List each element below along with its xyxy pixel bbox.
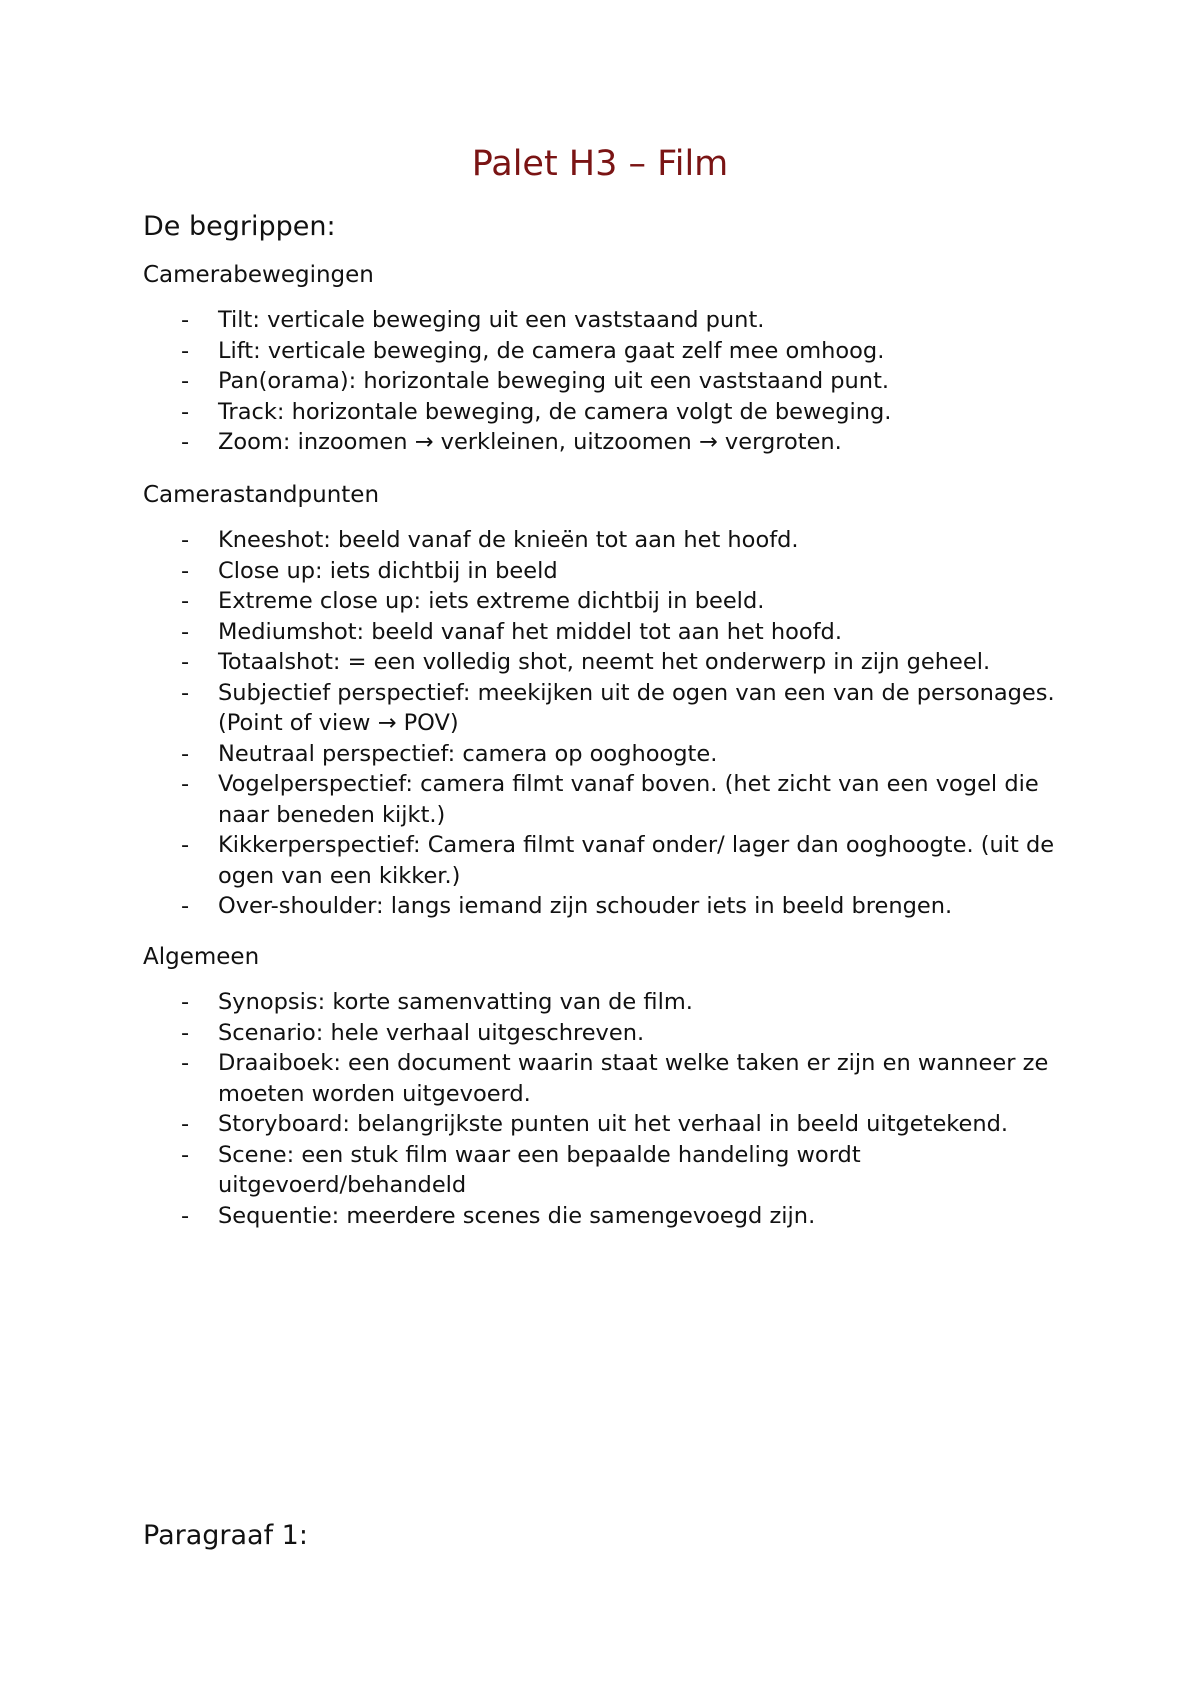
list-item: [143, 556, 1058, 587]
list-item-text: Extreme close up: iets extreme dichtbij in beeld.: [218, 588, 765, 614]
list-item-text: Lift: verticale beweging, de camera gaat zelf mee omhoog.: [218, 337, 885, 364]
list-item-text: Synopsis: korte samenvatting van de film.: [218, 989, 693, 1015]
dash-bullet: -: [181, 893, 190, 919]
page-title: Palet H3 – Film: [471, 144, 729, 184]
list-item-text: Kneeshot: beeld vanaf de knieën tot aan het hoofd.: [218, 527, 799, 553]
list-item-text: Vogelperspectief: camera filmt vanaf boven. (het zicht van een vogel die naar beneden kijkt.): [218, 771, 1039, 828]
dash-bullet: -: [181, 398, 190, 425]
dash-bullet: -: [181, 771, 190, 797]
dash-bullet: -: [181, 1050, 190, 1076]
bullet-list: [143, 525, 1103, 922]
list-item: [143, 739, 1058, 770]
list-item: [143, 647, 1058, 678]
list-item: [143, 1140, 1058, 1201]
list-item: [143, 1018, 1058, 1049]
list-item-text: Over-shoulder: langs iemand zijn schouder iets in beeld brengen.: [218, 893, 953, 919]
list-item: [143, 427, 1058, 458]
dash-bullet: -: [181, 588, 190, 614]
dash-bullet: -: [181, 649, 190, 675]
dash-bullet: -: [181, 740, 190, 767]
dash-bullet: -: [181, 337, 190, 364]
list-item-text: Tilt: verticale beweging uit een vaststaand punt.: [218, 307, 765, 333]
list-item-text: Draaiboek: een document waarin staat welke taken er zijn en wanneer ze moeten worden uitgevoerd.: [218, 1050, 1049, 1107]
list-item: [143, 305, 1058, 336]
dash-bullet: -: [181, 527, 190, 553]
list-item: [143, 336, 1058, 367]
list-item: [143, 525, 1058, 556]
dash-bullet: -: [181, 557, 190, 584]
list-item: [143, 397, 1058, 428]
list-item-text: Scene: een stuk film waar een bepaalde handeling wordt uitgevoerd/behandeld: [218, 1141, 861, 1198]
list-item: [143, 891, 1058, 922]
list-item: [143, 987, 1058, 1018]
list-item-text: Mediumshot: beeld vanaf het middel tot aan het hoofd.: [218, 618, 842, 645]
list-item-text: Close up: iets dichtbij in beeld: [218, 557, 558, 584]
section-camerastandpunten: [143, 480, 1103, 922]
list-item-text: Zoom: inzoomen → verkleinen, uitzoomen → vergroten.: [218, 429, 842, 455]
list-item: [143, 678, 1058, 739]
list-item: [143, 1048, 1058, 1109]
list-item: [143, 769, 1058, 830]
dash-bullet: -: [181, 1111, 190, 1137]
list-item-text: Scenario: hele verhaal uitgeschreven.: [218, 1019, 645, 1046]
list-item-text: Storyboard: belangrijkste punten uit het verhaal in beeld uitgetekend.: [218, 1111, 1009, 1137]
dash-bullet: -: [181, 832, 190, 858]
list-item-text: Subjectief perspectief: meekijken uit de ogen van een van de personages. (Point of view → POV): [218, 679, 1055, 736]
dash-bullet: -: [181, 368, 190, 394]
list-item: [143, 1201, 1058, 1232]
list-item-text: Sequentie: meerdere scenes die samengevoegd zijn.: [218, 1202, 816, 1229]
list-item-text: Track: horizontale beweging, de camera volgt de beweging.: [218, 398, 892, 425]
heading-begrippen: De begrippen:: [143, 211, 336, 242]
dash-bullet: -: [181, 307, 190, 333]
dash-bullet: -: [181, 618, 190, 645]
dash-bullet: -: [181, 679, 190, 706]
list-item: [143, 830, 1058, 891]
section-title: Camerastandpunten: [143, 482, 380, 508]
section-title: Algemeen: [143, 944, 260, 970]
list-item-text: Totaalshot: = een volledig shot, neemt het onderwerp in zijn geheel.: [218, 649, 991, 675]
dash-bullet: -: [181, 1141, 190, 1168]
heading-paragraaf: Paragraaf 1:: [143, 1520, 308, 1551]
section-title: Camerabewegingen: [143, 262, 374, 288]
dash-bullet: -: [181, 1019, 190, 1046]
dash-bullet: -: [181, 429, 190, 455]
section-algemeen: [143, 942, 1103, 1231]
dash-bullet: -: [181, 1202, 190, 1229]
list-item-text: Neutraal perspectief: camera op ooghoogte.: [218, 740, 718, 767]
list-item-text: Kikkerperspectief: Camera filmt vanaf onder/ lager dan ooghoogte. (uit de ogen van een kikker.): [218, 832, 1055, 889]
list-item: [143, 586, 1058, 617]
dash-bullet: -: [181, 989, 190, 1015]
section-camerabewegingen: [143, 260, 1103, 458]
bullet-list: [143, 987, 1103, 1231]
list-item: [143, 1109, 1058, 1140]
list-item: [143, 617, 1058, 648]
list-item-text: Pan(orama): horizontale beweging uit een vaststaand punt.: [218, 368, 890, 394]
list-item: [143, 366, 1058, 397]
bullet-list: [143, 305, 1103, 458]
